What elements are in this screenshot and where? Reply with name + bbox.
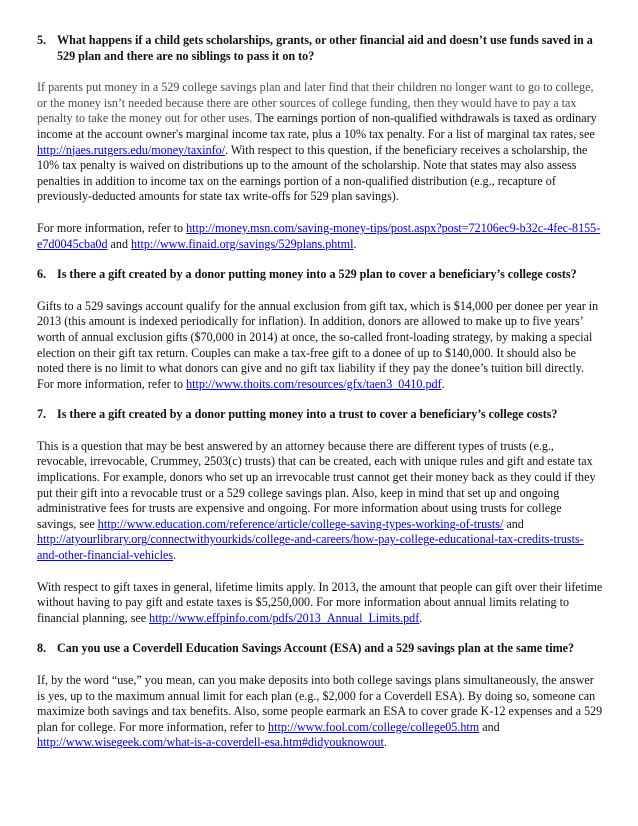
answer-text: .: [383, 735, 387, 750]
answer-text: . With respect to this question, if the beneficiary receives a scholarship, the 10% tax penalty is waived on distributions up to the amount of the scholarship. Note that states may also assess penalties in addition to income tax on the earnings portion of a non-qualified distribution (e.g., recapture of previously-deducted amounts for state tax write-offs for 529 plan savings).: [37, 142, 588, 204]
answer-text: .: [173, 548, 177, 563]
answer-text: With respect to gift taxes in general, lifetime limits apply. In 2013, the amount that people can gift over their lifetime without having to pay gift and estate taxes is $5,250,000. For more information about annual limits relating to financial planning, see: [37, 579, 603, 625]
question-number: 5.: [37, 33, 47, 47]
question-number: 7.: [37, 407, 47, 422]
answer-text: If, by the word “use,” you mean, can you make deposits into both college savings plans simultaneously, the answer is yes, up to the maximum annual limit for each plan (e.g., $2,000 for a Coverdell ESA). By doing so, someone can maximize both savings and tax benefits. Also, some people earmark an ESA to cover grade K-12 expenses and a 529 plan for college. For more information, refer to: [37, 673, 603, 734]
answer-5-paragraph-1: [37, 80, 603, 205]
answer-text: Gifts to a 529 savings account qualify for the annual exclusion from gift tax, which is $14,000 per donee per year in 2013 (this amount is indexed periodically for inflation). In addition, donors are allowed to make up to five years’ worth of annual exclusion gifts ($70,000 in 2014) at once, the so-called front-loading strategy, by making a special election on their gift tax return. Couples can make a tax-free gift to a donee of up to $140,000. It should also be noted there is no limit to what donors can give and no gift tax liability if they pay the donee’s tuition bill directly. For more information, refer to: [37, 298, 599, 391]
answer-text: .: [441, 376, 445, 391]
question-5-heading: [37, 33, 603, 64]
answer-7-paragraph-1: [37, 439, 603, 564]
question-text: What happens if a child gets scholarships, grants, or other financial aid and doesn’t use funds saved in a 529 plan and there are no siblings to pass it on to?: [57, 33, 593, 63]
answer-text: .: [419, 610, 423, 625]
question-number: 8.: [37, 641, 47, 656]
link-msn-saving-tips[interactable]: http://money.msn.com/saving-money-tips/post.aspx?post=72106ec9-b32c-4fec-8155-e7d0045cba0d: [37, 220, 601, 251]
link-effpinfo-limits[interactable]: http://www.effpinfo.com/pdfs/2013_Annual_Limits.pdf: [149, 610, 420, 625]
document-page: [37, 33, 603, 751]
answer-text: The earnings portion of non-qualified withdrawals is taxed as ordinary income at the account owner's marginal income tax rate, plus a 10% tax penalty. For a list of marginal tax rates, see: [37, 111, 597, 141]
link-thoits-pdf[interactable]: http://www.thoits.com/resources/gfx/taen3_0410.pdf: [186, 376, 442, 391]
answer-text: This is a question that may be best answered by an attorney because there are different types of trusts (e.g., revocable, irrevocable, Crummey, 2503(c) trusts) that can be created, each with unique rules and gift and estate tax implications. For example, donors who set up an irrevocable trust cannot get their money back as they could if they put their gift into a revocable trust or a 529 college savings plan. Also, keep in mind that set up and ongoing administrative fees for trusts are expensive and ongoing. For more information about using trusts for college savings, see: [37, 438, 596, 531]
question-text: Is there a gift created by a donor putting money into a 529 plan to cover a beneficiary’s college costs?: [57, 267, 577, 282]
answer-text: and: [107, 236, 132, 251]
question-6-heading: [37, 267, 603, 283]
link-education-trusts[interactable]: http://www.education.com/reference/article/college-saving-types-working-of-trusts/: [97, 516, 504, 531]
question-7-heading: [37, 407, 603, 423]
question-text: Can you use a Coverdell Education Savings Account (ESA) and a 529 savings plan at the same time?: [57, 641, 575, 656]
answer-6-paragraph-1: [37, 299, 603, 393]
answer-text: If parents put money in a 529 college savings plan and later find that their children no longer want to go to college, or the money isn’t needed because there are other sources of college funding, then they would have to pay a tax penalty to take the money out for other uses.: [37, 80, 594, 126]
question-number: 6.: [37, 267, 47, 282]
answer-5-paragraph-2: [37, 221, 603, 252]
answer-text: and: [479, 719, 500, 734]
question-text: Is there a gift created by a donor putting money into a trust to cover a beneficiary’s college costs?: [57, 407, 558, 422]
answer-7-paragraph-2: [37, 580, 603, 627]
link-taxinfo[interactable]: http://njaes.rutgers.edu/money/taxinfo/: [37, 142, 226, 157]
answer-text: and: [503, 516, 524, 531]
link-finaid-529[interactable]: http://www.finaid.org/savings/529plans.phtml: [131, 236, 354, 251]
answer-text: For more information, refer to: [37, 220, 187, 235]
link-fool-college[interactable]: http://www.fool.com/college/college05.htm: [268, 719, 480, 734]
link-wisegeek-esa[interactable]: http://www.wisegeek.com/what-is-a-coverdell-esa.htm#didyouknowout: [37, 735, 384, 750]
answer-8-paragraph-1: [37, 673, 603, 751]
link-atyourlibrary[interactable]: http://atyourlibrary.org/connectwithyourkids/college-and-careers/how-pay-college-educational-tax-credits-trusts-and-other-financial-vehicles: [37, 532, 584, 563]
answer-text: .: [353, 236, 357, 251]
question-8-heading: [37, 641, 603, 657]
